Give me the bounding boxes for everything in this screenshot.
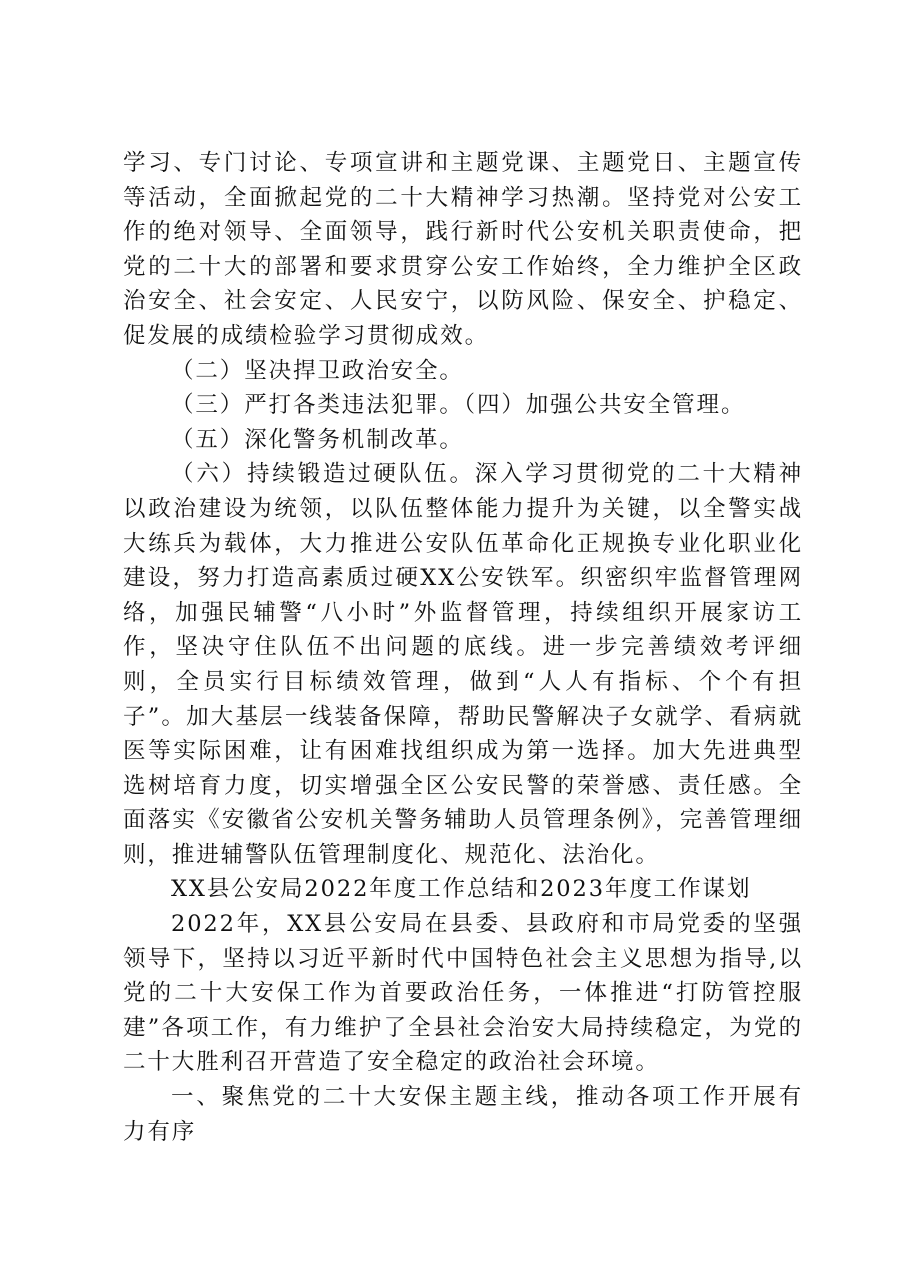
paragraph-continuation: 学习、专门讨论、专项宣讲和主题党课、主题党日、主题宣传等活动，全面掀起党的二十大精神学习热潮。坚持党对公安工作的绝对领导、全面领导，践行新时代公安机关职责使命，把党的二十大的部署和要求贯穿公安工作始终，全力维护全区政治安全、社会安定、人民安宁，以防风险、保安全、护稳定、促发展的成绩检验学习贯彻成效。 [123, 150, 803, 349]
document-body [123, 146, 803, 1149]
section-heading-5: （五）深化警务机制改革。 [171, 426, 464, 453]
intro-paragraph: 2022年，XX县公安局在县委、县政府和市局党委的坚强领导下，坚持以习近平新时代中国特色社会主义思想为指导,以党的二十大安保工作为首要政治任务，一体推进“打防管控服建”各项工作，有力维护了全县社会治安大局持续稳定，为党的二十大胜利召开营造了安全稳定的政治社会环境。 [123, 911, 803, 1076]
section-heading-3-4: （三）严打各类违法犯罪。（四）加强公共安全管理。 [171, 392, 746, 419]
section-heading-1: 一、聚焦党的二十大安保主题主线，推动各项工作开展有力有序 [123, 1084, 803, 1145]
section-6-paragraph: （六）持续锻造过硬队伍。深入学习贯彻党的二十大精神以政治建设为统领，以队伍整体能力提升为关键，以全警实战大练兵为载体，大力推进公安队伍革命化正规换专业化职业化建设，努力打造高素质过硬XX公安铁军。织密织牢监督管理网络，加强民辅警“八小时”外监督管理，持续组织开展家访工作，坚决守住队伍不出问题的底线。进一步完善绩效考评细则，全员实行目标绩效管理，做到“人人有指标、个个有担子”。加大基层一线装备保障，帮助民警解决子女就学、看病就医等实际困难，让有困难找组织成为第一选择。加大先进典型选树培育力度，切实增强全区公安民警的荣誉感、责任感。全面落实《安徽省公安机关警务辅助人员管理条例》，完善管理细则，推进辅警队伍管理制度化、规范化、法治化。 [123, 461, 803, 868]
document-title: XX县公安局2022年度工作总结和2023年度工作谋划 [171, 876, 752, 903]
section-heading-2: （二）坚决捍卫政治安全。 [171, 357, 464, 384]
